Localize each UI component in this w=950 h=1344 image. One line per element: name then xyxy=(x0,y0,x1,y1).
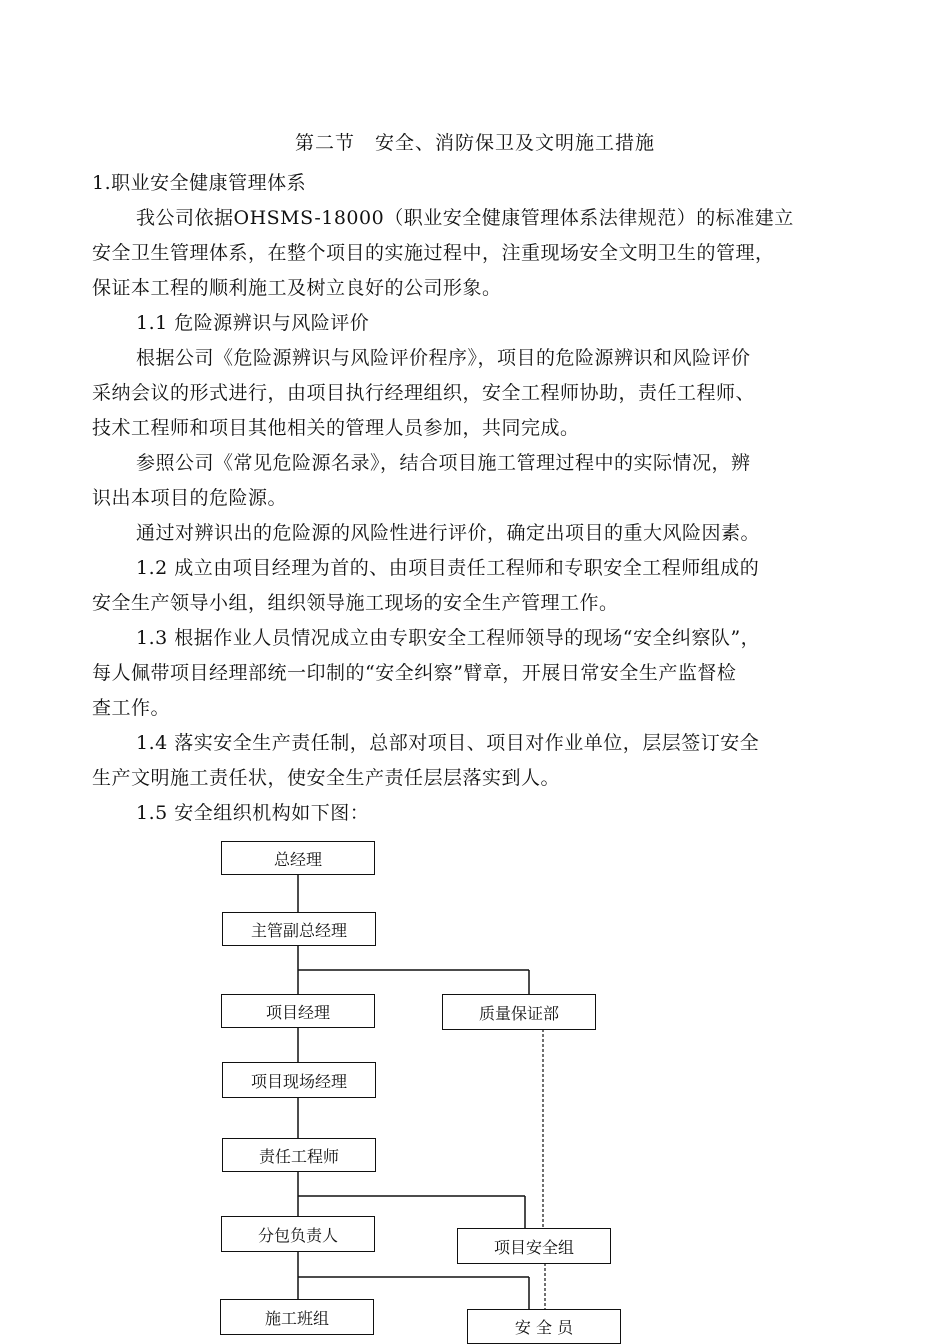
org-box-safety-group: 项目安全组 xyxy=(457,1228,611,1264)
paragraph-line: 每人佩带项目经理部统一印制的“安全纠察”臂章，开展日常安全生产监督检 xyxy=(92,662,737,684)
org-box-site-manager: 项目现场经理 xyxy=(222,1062,376,1098)
org-box-subcontract-lead: 分包负责人 xyxy=(221,1216,375,1252)
paragraph-line: 技术工程师和项目其他相关的管理人员参加，共同完成。 xyxy=(92,417,580,439)
paragraph-line: 根据公司《危险源辨识与风险评价程序》，项目的危险源辨识和风险评价 xyxy=(136,347,751,369)
org-box-safety-officer: 安 全 员 xyxy=(467,1309,621,1344)
paragraph-line: 查工作。 xyxy=(92,697,171,719)
org-box-general-manager: 总经理 xyxy=(221,841,375,875)
paragraph-line: 1.4 落实安全生产责任制，总部对项目、项目对作业单位，层层签订安全 xyxy=(136,732,760,754)
org-box-quality-dept: 质量保证部 xyxy=(442,994,596,1030)
org-box-project-manager: 项目经理 xyxy=(221,994,375,1028)
paragraph-line: 我公司依据OHSMS-18000（职业安全健康管理体系法律规范）的标准建立 xyxy=(136,207,794,229)
paragraph-line: 生产文明施工责任状，使安全生产责任层层落实到人。 xyxy=(92,767,561,789)
paragraph-line: 参照公司《常见危险源名录》，结合项目施工管理过程中的实际情况，辨 xyxy=(136,452,751,474)
org-box-responsible-engineer: 责任工程师 xyxy=(222,1138,376,1172)
subheading-1-1: 1.1 危险源辨识与风险评价 xyxy=(136,312,370,334)
paragraph-line: 1.2 成立由项目经理为首的、由项目责任工程师和专职安全工程师组成的 xyxy=(136,557,760,579)
section-title: 第二节 安全、消防保卫及文明施工措施 xyxy=(294,132,655,154)
paragraph-line: 1.3 根据作业人员情况成立由专职安全工程师领导的现场“安全纠察队”， xyxy=(136,627,761,649)
paragraph-line: 安全生产领导小组，组织领导施工现场的安全生产管理工作。 xyxy=(92,592,619,614)
org-box-work-team: 施工班组 xyxy=(220,1299,374,1335)
org-box-deputy-gm: 主管副总经理 xyxy=(222,912,376,946)
paragraph-line: 安全卫生管理体系，在整个项目的实施过程中，注重现场安全文明卫生的管理， xyxy=(92,242,775,264)
paragraph-line: 采纳会议的形式进行，由项目执行经理组织，安全工程师协助，责任工程师、 xyxy=(92,382,756,404)
paragraph-line: 识出本项目的危险源。 xyxy=(92,487,288,509)
paragraph-line: 通过对辨识出的危险源的风险性进行评价，确定出项目的重大风险因素。 xyxy=(136,522,761,544)
subheading-1-5: 1.5 安全组织机构如下图： xyxy=(136,802,370,824)
heading-1: 1.职业安全健康管理体系 xyxy=(92,172,307,194)
paragraph-line: 保证本工程的顺利施工及树立良好的公司形象。 xyxy=(92,277,502,299)
